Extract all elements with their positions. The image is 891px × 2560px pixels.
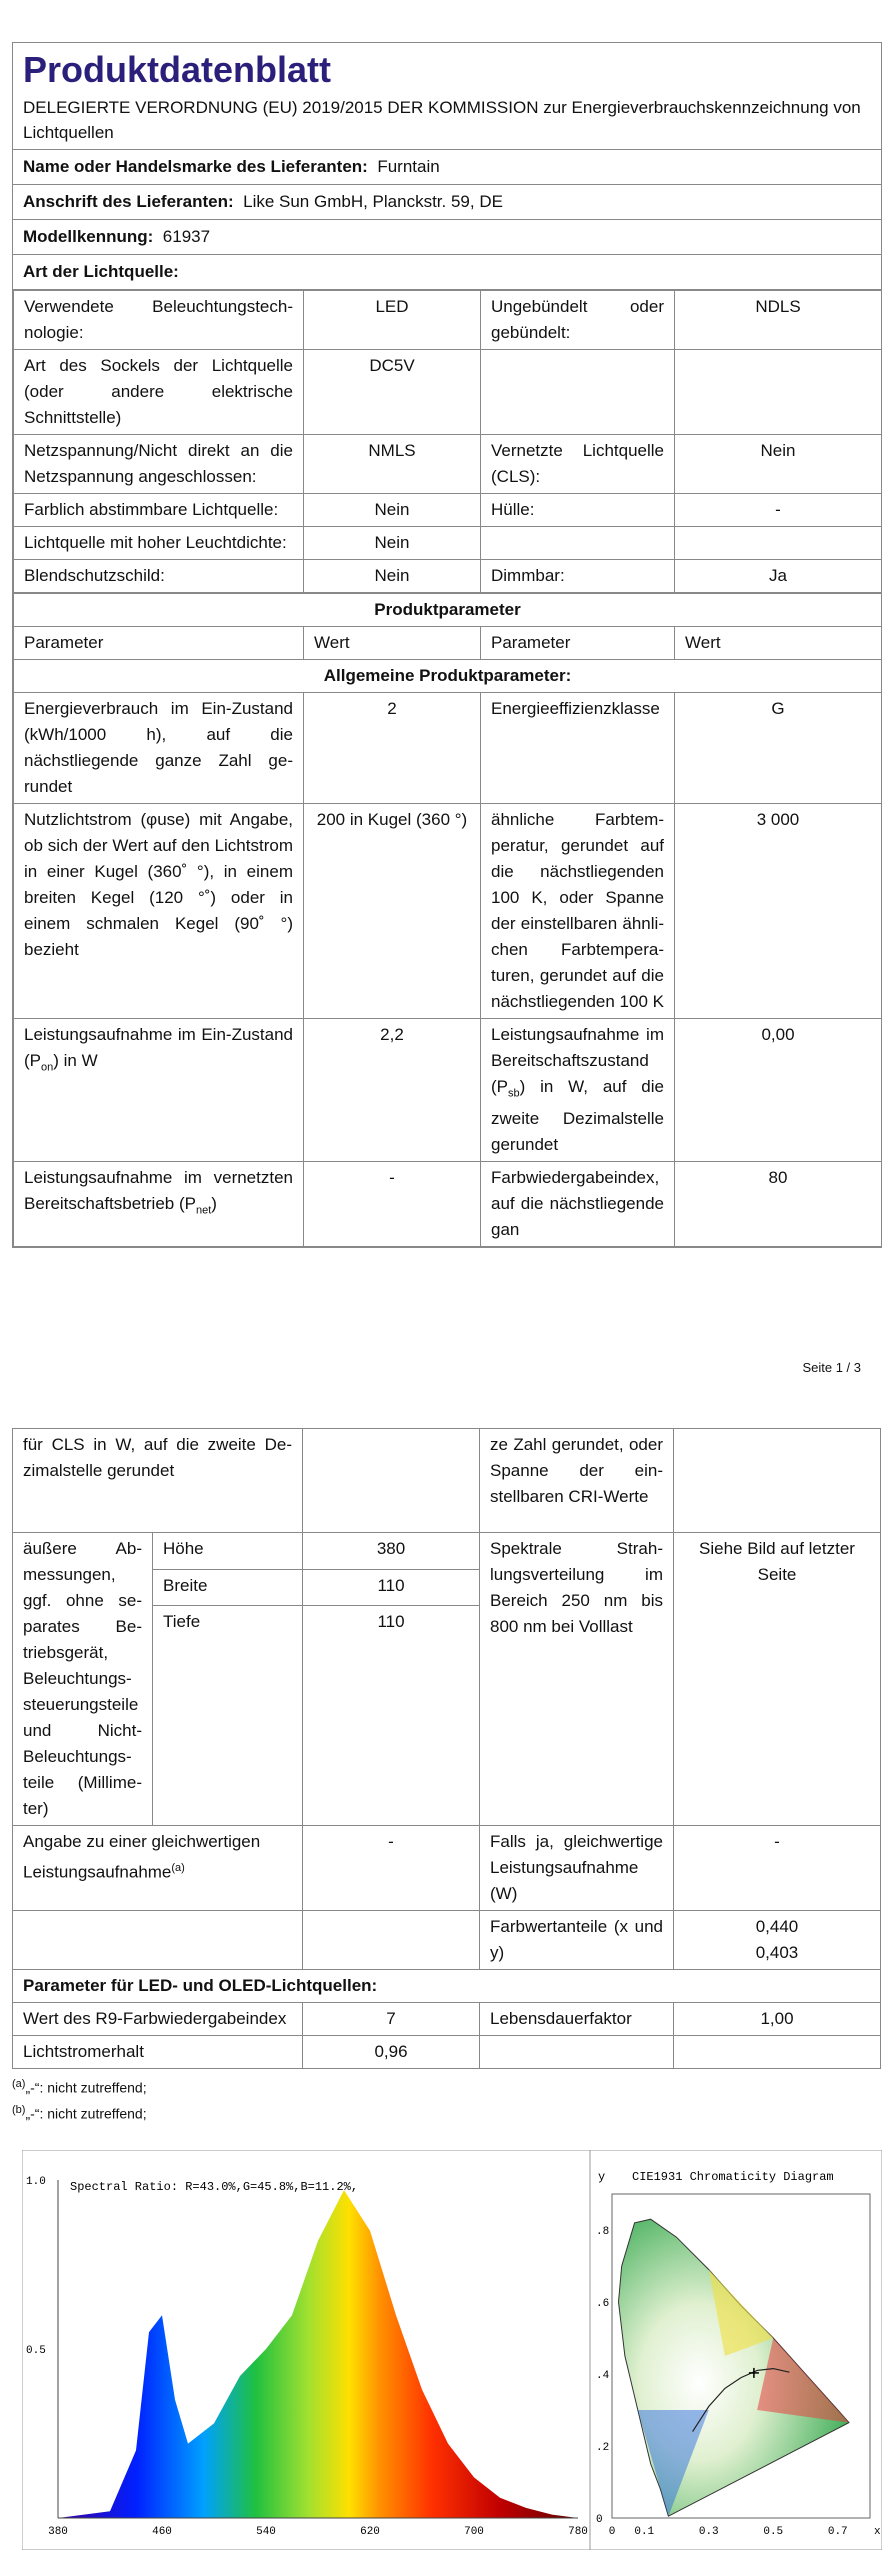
dimensions-label: äußere Abmessungen, ggf. ohne separates Betriebsgerät, Beleuchtungssteuerungsteile und Nicht-Beleuchtungsteile (Millimeter) [13, 1533, 153, 1826]
cie-xlabel: x [874, 2526, 881, 2538]
spectrum-y-tick: 1.0 [26, 2176, 46, 2188]
lightsource-param-2: Vernetzte Lichtquelle (CLS): [481, 435, 675, 494]
cie-y-tick: .4 [596, 2370, 610, 2382]
footnotes [12, 2073, 880, 2124]
general-param-2: Energieeffizienzklasse [481, 693, 675, 804]
lumen-maint-label: Lichtstromerhalt [13, 2036, 303, 2069]
cri-value: 80 [675, 1162, 882, 1247]
equiv-label: Angabe zu einer gleichwertigen Leistungsaufnahme$^{(a)}$ [13, 1826, 303, 1911]
cie-y-tick: 0 [596, 2514, 603, 2526]
footnote-a: $^{(a)}$„-“: nicht zutreffend; [12, 2078, 147, 2096]
spectrum-x-tick: 700 [464, 2526, 484, 2538]
address-value: Like Sun GmbH, Planckstr. 59, DE [243, 192, 503, 211]
col-header-wert: Wert [304, 627, 481, 660]
r9-value: 7 [303, 2003, 480, 2036]
lightsource-param-2 [481, 527, 675, 560]
led-params-header: Parameter für LED- und OLED-Lichtquellen: [13, 1970, 881, 2003]
lightsource-row [14, 494, 882, 527]
spectral-label: Spektrale Strahlungsverteilung im Bereich 250 nm bis 800 nm bei Volllast [480, 1533, 674, 1826]
lightsource-param-2 [481, 350, 675, 435]
address-row: Anschrift des Lieferanten: Like Sun GmbH, Planckstr. 59, DE [13, 185, 881, 220]
cie-x-tick: 0 [608, 2526, 616, 2538]
lightsource-table [13, 290, 882, 593]
model-value: 61937 [162, 227, 211, 246]
col-header-wert-2: Wert [675, 627, 882, 660]
lightsource-value: Nein [304, 527, 481, 560]
spectrum-x-tick: 620 [360, 2526, 380, 2538]
general-param: Nutzlichtstrom (φuse) mit Angabe, ob sich der Wert auf den Lichtstrom in einer Kugel (360˚ °), in einem breiten Kegel (120 °˚) oder in einem schmalen Kegel (90˚ °) bezieht [14, 804, 304, 1019]
supplier-row: Name oder Handelsmarke des Lieferanten: Furntain [13, 150, 881, 185]
dim-width-label: Breite [153, 1569, 303, 1606]
lightsource-param: Farblich abstimmbare Lichtquelle: [14, 494, 304, 527]
general-params-header: Allgemeine Produktparameter: [14, 660, 882, 693]
power-sb-label: Leistungsaufnahme im Bereitschaftszustand $(P_{sb})$ in W, auf die zweite Dezimalstelle gerundet [481, 1019, 675, 1162]
footnote-b: $^{(b)}$„-“: nicht zutreffend; [12, 2103, 147, 2122]
dim-width-value: 110 [303, 1569, 480, 1606]
cie-title: CIE1931 Chromaticity Diagram [632, 2170, 834, 2184]
supplier-value: Furntain [377, 157, 440, 176]
lightsource-value: Nein [304, 494, 481, 527]
lightsource-row [14, 560, 882, 593]
lightsource-value-2 [675, 350, 882, 435]
cri-label: Farbwiedergabeindex, auf die nächstliegende gan [481, 1162, 675, 1247]
general-value-2: G [675, 693, 882, 804]
params-table-p2 [12, 1428, 881, 2069]
cie-x-tick: 0.5 [763, 2526, 784, 2538]
power-on-value: 2,2 [304, 1019, 481, 1162]
datasheet-page-2 [12, 1428, 880, 2124]
chroma-values: 0,440 0,403 [674, 1911, 881, 1970]
cie-x-tick: 0.1 [634, 2526, 655, 2538]
lumen-maint-value: 0,96 [303, 2036, 480, 2069]
general-param-2: ähnliche Farbtemperatur, gerundet auf die nächstliegenden 100 K, oder Spanne der einstellbaren ähnlichen Farbtemperaturen, gerundet auf die nächstliegenden 100 K [481, 804, 675, 1019]
lightsource-value-2: Ja [675, 560, 882, 593]
col-header-parameter: Parameter [14, 627, 304, 660]
spectrum-x-tick: 540 [256, 2526, 276, 2538]
general-value-2: 3 000 [675, 804, 882, 1019]
power-net-value: - [304, 1162, 481, 1247]
dim-depth-label: Tiefe [153, 1606, 303, 1826]
lightsource-value: NMLS [304, 435, 481, 494]
spectrum-title: Spectral Ratio: R=43.0%,G=45.8%,B=11.2%, [70, 2180, 359, 2194]
cie-y-tick: .8 [596, 2226, 610, 2238]
lightsource-value-2: Nein [675, 435, 882, 494]
lightsource-param-2: Ungebündelt oder gebündelt: [481, 291, 675, 350]
lightsource-param: Art des Sockels der Lichtquelle (oder andere elektrische Schnittstelle) [14, 350, 304, 435]
lightsource-value-2: NDLS [675, 291, 882, 350]
cri-cont: ze Zahl gerundet, oder Spanne der einstellbaren CRI-Werte [480, 1429, 674, 1533]
charts-area [22, 2150, 882, 2550]
lightsource-value: DC5V [304, 350, 481, 435]
col-header-parameter-2: Parameter [481, 627, 675, 660]
lightsource-value: Nein [304, 560, 481, 593]
equiv-value: - [303, 1826, 480, 1911]
lifetime-value: 1,00 [674, 2003, 881, 2036]
page-title: Produktdatenblatt [23, 49, 332, 90]
lightsource-row [14, 291, 882, 350]
params-table-p1 [13, 593, 882, 1247]
cie-y-tick: .2 [596, 2442, 610, 2454]
power-net-label: Leistungsaufnahme im vernetzten Bereitschaftsbetrieb $(P_{net})$ [14, 1162, 304, 1247]
general-value: 200 in Kugel (360 °) [304, 804, 481, 1019]
cie-x-tick: 0.3 [698, 2526, 719, 2538]
regulation-text: DELEGIERTE VERORDNUNG (EU) 2019/2015 DER KOMMISSION zur Energieverbrauchskennzeichnung von Lichtquellen [13, 95, 881, 150]
lightsource-value: LED [304, 291, 481, 350]
spectral-value: Siehe Bild auf letzter Seite [674, 1533, 881, 1826]
general-param: Energieverbrauch im Ein-Zustand (kWh/1000 h), auf die nächstliegende ganze Zahl gerundet [14, 693, 304, 804]
lightsource-row [14, 435, 882, 494]
lightsource-value-2: - [675, 494, 882, 527]
power-on-label: Leistungsaufnahme im Ein-Zustand $(P_{on})$ in W [14, 1019, 304, 1162]
lightsource-param: Lichtquelle mit hoher Leuchtdichte: [14, 527, 304, 560]
lightsource-param: Netzspannung/Nicht direkt an die Netzspannung angeschlossen: [14, 435, 304, 494]
power-sb-value: 0,00 [675, 1019, 882, 1162]
cie-ylabel: y [598, 2170, 606, 2184]
cie-x-tick: 0.7 [827, 2526, 848, 2538]
cie-y-tick: .6 [596, 2298, 610, 2310]
lightsource-param: Verwendete Beleuchtungstechnologie: [14, 291, 304, 350]
lightsource-row [14, 350, 882, 435]
charts-svg [22, 2150, 882, 2550]
equiv-power-value: - [674, 1826, 881, 1911]
lightsource-row [14, 527, 882, 560]
dim-depth-value: 110 [303, 1606, 480, 1826]
datasheet-page-1 [12, 42, 882, 1248]
lightsource-param-2: Dimmbar: [481, 560, 675, 593]
general-value: 2 [304, 693, 481, 804]
page-number: Seite 1 / 3 [802, 1360, 861, 1375]
r9-label: Wert des R9-Farbwiedergabeindex [13, 2003, 303, 2036]
lightsource-param: Blendschutzschild: [14, 560, 304, 593]
lifetime-label: Lebensdauerfaktor [480, 2003, 674, 2036]
lightsource-value-2 [675, 527, 882, 560]
general-param-row [14, 804, 882, 1019]
general-param-row [14, 693, 882, 804]
spectrum-y-tick: 0.5 [26, 2345, 46, 2357]
product-params-header: Produktparameter [14, 594, 882, 627]
spectrum-x-tick: 380 [48, 2526, 68, 2538]
chroma-label: Farbwertanteile (x und y) [480, 1911, 674, 1970]
lightsource-param-2: Hülle: [481, 494, 675, 527]
lightsource-header: Art der Lichtquelle: [13, 255, 881, 290]
dim-height-label: Höhe [153, 1533, 303, 1570]
power-net-cont: für CLS in W, auf die zweite Dezimalstelle gerundet [13, 1429, 303, 1533]
dim-height-value: 380 [303, 1533, 480, 1570]
model-row: Modellkennung: 61937 [13, 220, 881, 255]
spectrum-x-tick: 460 [152, 2526, 172, 2538]
equiv-power-label: Falls ja, gleichwertige Leistungsaufnahme (W) [480, 1826, 674, 1911]
spectrum-x-tick: 780 [568, 2526, 588, 2538]
